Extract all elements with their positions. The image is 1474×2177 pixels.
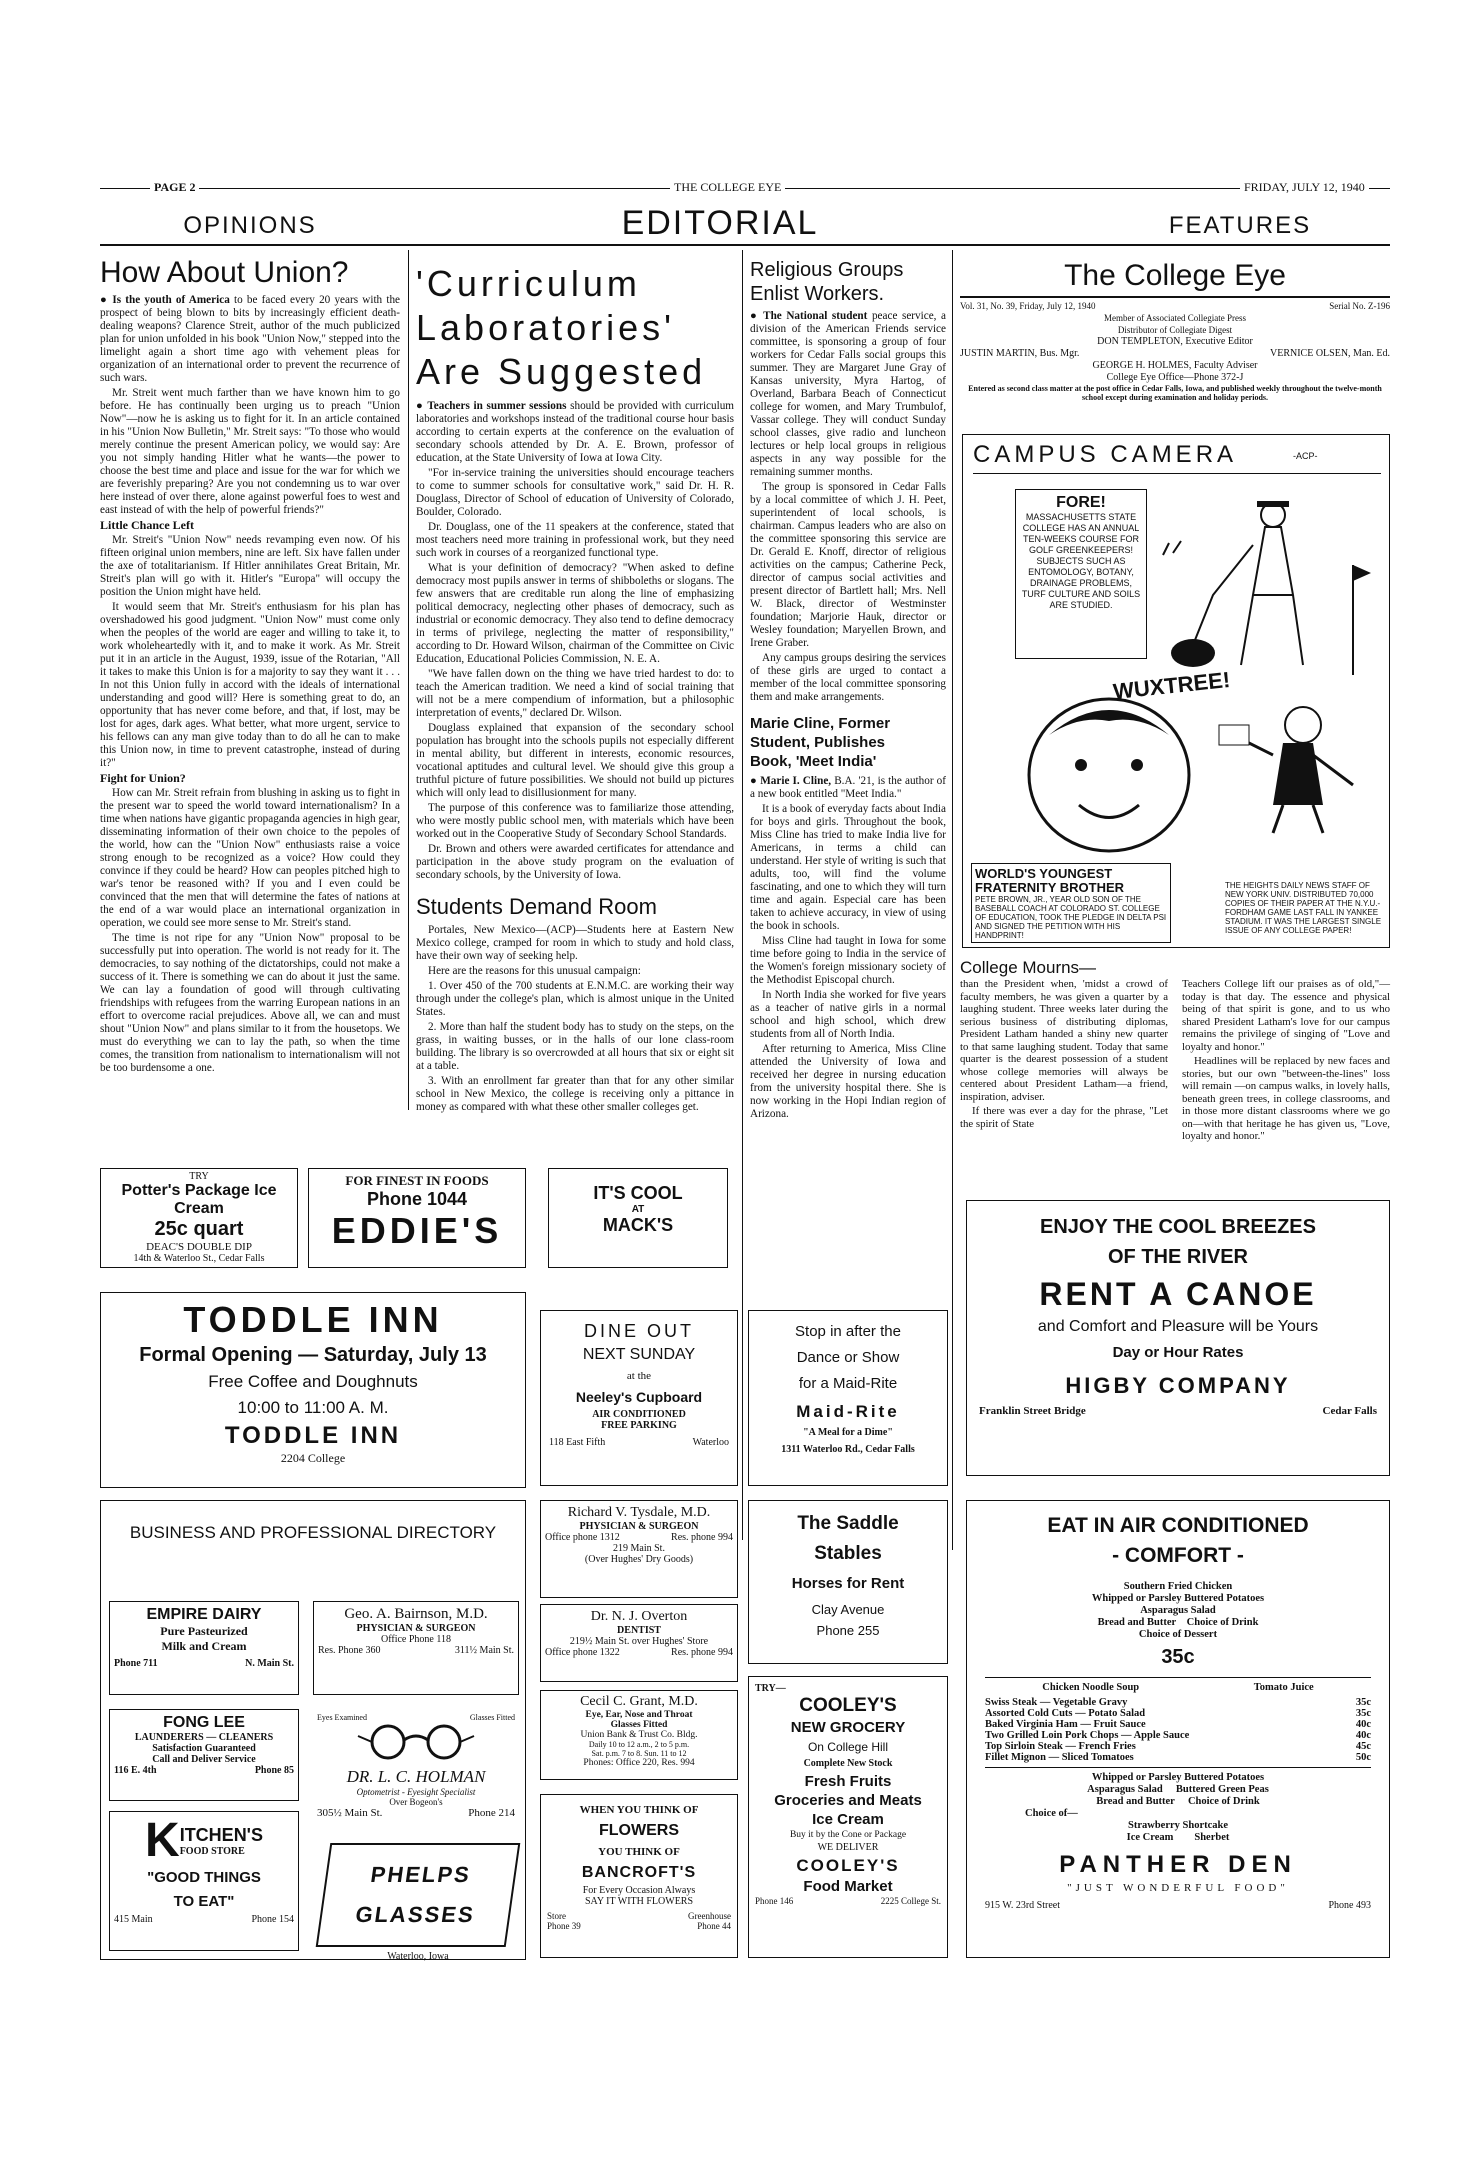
page-number: PAGE 2 bbox=[150, 180, 199, 195]
grant-name: Cecil C. Grant, M.D. bbox=[580, 1694, 698, 1709]
baby-face-illustration bbox=[1019, 685, 1199, 855]
panther-juice: Tomato Juice bbox=[1253, 1682, 1314, 1693]
bancroft-line5: SAY IT WITH FLOWERS bbox=[584, 1896, 694, 1907]
member-line-2: Distributor of Collegiate Digest bbox=[1117, 325, 1233, 335]
eyeglasses-icon bbox=[356, 1722, 476, 1762]
toddle-coffee: Free Coffee and Doughnuts bbox=[208, 1372, 418, 1391]
heights-text: THE HEIGHTS DAILY NEWS STAFF OF NEW YORK UNIV. DISTRIBUTED 70,000 COPIES OF THEIR PAPER AT THE N.Y.U.-FORDHAM GAME LAST FALL IN YANKEE STADIUM. IT WAS THE LARGEST SINGLE ISSUE OF ANY COLLEGE PAPER! bbox=[1225, 881, 1382, 935]
higby-city: Cedar Falls bbox=[1322, 1405, 1377, 1417]
holman-over: Over Bogeon's bbox=[389, 1797, 443, 1807]
saddle-line4: Clay Avenue bbox=[811, 1602, 885, 1617]
maidrite-slogan: "A Meal for a Dime" bbox=[803, 1427, 893, 1438]
tysdale-name: Richard V. Tysdale, M.D. bbox=[567, 1505, 711, 1520]
union-p4: It would seem that Mr. Streit's enthusiasm for his plan has overshadowed his good judgment. "Union Now" must come only when the peoples of the world are eager and willing to take it, to work wholeheartedly with it, and to make it work. As Mr. Streit put it in an article in the August, 1939, issue of the Rotarian, "All it takes to make this Union is for a majority to say they want it . . . In not this Union fully in accord with the ideals of international understanding and good will? Here is something great to do, an opportunity that has never come before, and that, if lost, may be lost for ages, dark ages. What better, what more urgent, service to his fellows can any man give today than to do all he can to make this Union now, in time to prevent catastrophe, instead of during it?" bbox=[100, 601, 400, 769]
menu-item-name: Fillet Mignon — Sliced Tomatoes bbox=[985, 1752, 1134, 1763]
menu-item-name: Two Grilled Loin Pork Chops — Apple Sauce bbox=[985, 1730, 1190, 1741]
panther-slogan: "JUST WONDERFUL FOOD" bbox=[1067, 1882, 1289, 1894]
eddie-line1: FOR FINEST IN FOODS bbox=[345, 1173, 489, 1188]
cline-p1: B.A. '21, is the author of a new book entitled "Meet India." bbox=[750, 775, 947, 800]
fong-name: FONG LEE bbox=[163, 1714, 245, 1731]
empire-line2: Milk and Cream bbox=[161, 1639, 247, 1653]
students-p5: 3. With an enrollment far greater than that for any other similar school in New Mexico, the college is receiving only a pittance in money as compared with what these other smaller colleges get. bbox=[416, 1075, 734, 1113]
section-features: FEATURES bbox=[1168, 212, 1312, 239]
toddle-name: TODDLE INN bbox=[183, 1299, 443, 1340]
toddle-opening: Formal Opening — Saturday, July 13 bbox=[139, 1344, 487, 1366]
panther-soup: Chicken Noodle Soup bbox=[1042, 1682, 1140, 1693]
curriculum-headline-1: 'Curriculum bbox=[416, 263, 641, 304]
potter-addr: 14th & Waterloo St., Cedar Falls bbox=[133, 1253, 265, 1264]
kitchen-phone: Phone 154 bbox=[251, 1914, 294, 1925]
panther-m3: Asparagus Salad bbox=[1140, 1605, 1216, 1616]
cline-p5: After returning to America, Miss Cline attended the University of Iowa and received her degree in nursing education from the university hospital there. She is now working in the Hopi Indian region of Arizona. bbox=[750, 1043, 946, 1120]
cooley-name: COOLEY'S bbox=[799, 1695, 897, 1716]
panther-w1: Whipped or Parsley Buttered Potatoes bbox=[1091, 1772, 1265, 1783]
panther-den-ad bbox=[966, 1500, 1390, 1958]
kitchen-ad bbox=[109, 1811, 299, 1951]
empire-addr: N. Main St. bbox=[245, 1658, 294, 1669]
menu-item-name: Top Sirloin Steak — French Fries bbox=[985, 1741, 1136, 1752]
potter-price: 25c quart bbox=[154, 1218, 244, 1240]
menu-item-price: 45c bbox=[1355, 1741, 1371, 1752]
bancroft-name: BANCROFT'S bbox=[581, 1864, 697, 1881]
higby-line5: Day or Hour Rates bbox=[1112, 1344, 1244, 1361]
maidrite-ad bbox=[748, 1310, 948, 1486]
holman-title: Optometrist - Eyesight Specialist bbox=[356, 1787, 476, 1797]
religious-headline-1: Religious Groups bbox=[750, 259, 904, 281]
cooley-line8: WE DELIVER bbox=[817, 1842, 879, 1853]
panther-m4: Bread and Butter bbox=[1097, 1617, 1177, 1628]
directory bbox=[100, 1500, 526, 1960]
panther-addr: 915 W. 23rd Street bbox=[985, 1900, 1060, 1911]
panther-m2: Whipped or Parsley Buttered Potatoes bbox=[1091, 1593, 1265, 1604]
panther-line1: EAT IN AIR CONDITIONED bbox=[1047, 1514, 1309, 1537]
toddle-hours: 10:00 to 11:00 A. M. bbox=[237, 1398, 389, 1417]
curriculum-article bbox=[416, 262, 734, 1116]
panther-w9: Sherbet bbox=[1194, 1832, 1230, 1843]
curriculum-p1: should be provided with curriculum laboratories and workshops instead of the traditional course hour basis according to certain experts at the conference on the evaluation of secondary schools attended by Dr. A. E. Brown, professor of education, at the State University of Iowa at Iowa City. bbox=[416, 400, 735, 464]
fong-line1: LAUNDERERS — CLEANERS bbox=[134, 1732, 274, 1743]
tysdale-office: Office phone 1312 bbox=[545, 1532, 620, 1543]
curriculum-headline-2: Laboratories' bbox=[416, 307, 675, 348]
religious-lead: The National student bbox=[763, 310, 868, 322]
union-article bbox=[100, 256, 400, 1077]
bancroft-line3: YOU THINK OF bbox=[598, 1846, 680, 1858]
macks-line2: AT bbox=[631, 1204, 645, 1215]
kitchen-store: FOOD STORE bbox=[179, 1846, 245, 1857]
curriculum-p7: The purpose of this conference was to familiarize those attending, who were mostly public school men, with materials which have been worked out in the Cooperative Study of Secondary School Standards. bbox=[416, 802, 734, 840]
potter-ad bbox=[100, 1168, 298, 1268]
bairnson-name: Geo. A. Bairnson, M.D. bbox=[344, 1606, 488, 1622]
panther-name: PANTHER DEN bbox=[1059, 1851, 1297, 1878]
curriculum-p2: "For in-service training the universities should encourage teachers to come to summer schools for consultative work," said Dr. H. R. Douglass, Director of School of education of University of Colorado, Boulder, Colorado. bbox=[416, 467, 734, 518]
panther-m1: Southern Fried Chicken bbox=[1123, 1581, 1233, 1592]
bairnson-addr: 311½ Main St. bbox=[454, 1645, 514, 1656]
cooley-ad bbox=[748, 1676, 948, 1958]
bairnson-res: Res. Phone 360 bbox=[318, 1645, 381, 1656]
cooley-line9: Food Market bbox=[803, 1878, 893, 1895]
menu-item-name: Swiss Steak — Vegetable Gravy bbox=[985, 1697, 1128, 1708]
tysdale-addr: 219 Main St. bbox=[613, 1543, 665, 1554]
potter-try: TRY bbox=[189, 1171, 209, 1182]
menu-row bbox=[985, 1708, 1371, 1719]
member-line-1: Member of Associated Collegiate Press bbox=[1104, 313, 1246, 323]
cooley-phone: Phone 146 bbox=[755, 1896, 794, 1906]
overton-office: Office phone 1322 bbox=[545, 1647, 620, 1658]
union-p1: to be faced every 20 years with the prospect of being blown to bits by increasingly efficient death-dealing weapons? Clarence Streit, author of the much publicized plan for union unfolded in his book "Union Now," stepped into the limelight again a short time ago with vehement pleas for organization of an international order to prevent the recurrence of such wars. bbox=[100, 294, 401, 384]
fore-panel bbox=[1015, 489, 1147, 659]
office-line: College Eye Office—Phone 372-J bbox=[1106, 372, 1244, 383]
panther-w2: Asparagus Salad bbox=[1087, 1784, 1163, 1795]
kitchen-name: ITCHEN'S bbox=[179, 1825, 263, 1845]
higby-ad bbox=[966, 1200, 1390, 1476]
editor-line: DON TEMPLETON, Executive Editor bbox=[1097, 336, 1253, 347]
grant-line2: Glasses Fitted bbox=[610, 1720, 668, 1730]
bancroft-greenhouse: Greenhouse bbox=[688, 1911, 731, 1921]
higby-line2: OF THE RIVER bbox=[1107, 1246, 1248, 1268]
neeley-line2: NEXT SUNDAY bbox=[582, 1346, 696, 1363]
students-p2: Here are the reasons for this unusual campaign: bbox=[428, 965, 641, 977]
fore-title: FORE! bbox=[1056, 494, 1106, 511]
neeley-line3: at the bbox=[626, 1370, 652, 1382]
man-ed-line: VERNICE OLSEN, Man. Ed. bbox=[1270, 348, 1390, 359]
neeley-line5: FREE PARKING bbox=[601, 1420, 677, 1431]
cooley-line4: Fresh Fruits bbox=[804, 1773, 892, 1790]
maidrite-line1: Stop in after the bbox=[795, 1323, 901, 1340]
cooley-line7: Buy it by the Cone or Package bbox=[789, 1830, 907, 1840]
grant-line1: Eye, Ear, Nose and Throat bbox=[585, 1710, 693, 1720]
menu-item-name: Baked Virginia Ham — Fruit Sauce bbox=[985, 1719, 1146, 1730]
religious-p3: Any campus groups desiring the services of these girls are urged to contact a member of the local committee sponsoring them and make arrangements. bbox=[750, 652, 946, 703]
bairnson-title: PHYSICIAN & SURGEON bbox=[356, 1623, 476, 1634]
grant-ad bbox=[540, 1690, 738, 1780]
higby-line3: RENT A CANOE bbox=[1039, 1276, 1317, 1312]
higby-name: HIGBY COMPANY bbox=[1065, 1373, 1291, 1398]
newsboy-illustration bbox=[1213, 695, 1373, 835]
directory-title: BUSINESS AND PROFESSIONAL DIRECTORY bbox=[129, 1523, 497, 1542]
panther-w4: Bread and Butter bbox=[1096, 1796, 1175, 1807]
bullet-icon: ● bbox=[100, 294, 113, 306]
menu-row bbox=[985, 1697, 1371, 1708]
kitchen-line1: "GOOD THINGS bbox=[147, 1869, 261, 1886]
overton-addr: 219½ Main St. over Hughes' Store bbox=[569, 1636, 709, 1647]
masthead bbox=[100, 180, 1390, 200]
college-eye-box bbox=[960, 258, 1390, 402]
bullet-icon: ● bbox=[416, 400, 428, 412]
menu-item-price: 40c bbox=[1355, 1719, 1371, 1730]
curriculum-headline-3: Are Suggested bbox=[416, 351, 707, 392]
campus-camera-cartoon bbox=[962, 434, 1390, 948]
cooley-addr: 2225 College St. bbox=[880, 1896, 941, 1906]
holman-addr: 305½ Main St. bbox=[317, 1807, 383, 1819]
union-sub1: Little Chance Left bbox=[100, 518, 194, 532]
fong-lee-ad bbox=[109, 1709, 299, 1801]
bancroft-phone1: Phone 39 bbox=[547, 1921, 581, 1931]
golfer-illustration bbox=[1153, 485, 1373, 685]
wuxtree-text: WUXTREE! bbox=[1111, 666, 1232, 705]
mourns-p3: Teachers College lift our praises as of old,"—today is that day. The essence and physical being of that spirit is gone, and to us who shared President Latham's love for our campus remains the privilege of singing of "Love and loyalty and honor." bbox=[1182, 978, 1390, 1053]
curriculum-p8: Dr. Brown and others were awarded certificates for attendance and participation in the above study program on the evaluation of secondary schools, by the University of Iowa. bbox=[416, 843, 734, 881]
maidrite-line3: for a Maid-Rite bbox=[798, 1375, 898, 1392]
empire-line1: Pure Pasteurized bbox=[160, 1624, 248, 1638]
volume-info: Vol. 31, No. 39, Friday, July 12, 1940 bbox=[960, 301, 1096, 311]
cartoon-credit: -ACP- bbox=[1293, 451, 1318, 461]
mourns-p2: If there was ever a day for the phrase, "Let the spirit of State bbox=[960, 1105, 1168, 1130]
bancroft-store: Store bbox=[547, 1911, 566, 1921]
tysdale-ad bbox=[540, 1500, 738, 1598]
fong-phone: Phone 85 bbox=[254, 1765, 294, 1776]
holman-ad bbox=[313, 1709, 519, 1829]
curriculum-p5: "We have fallen down on the thing we have tried hardest to do: to teach the American tradition. We need a kind of social training that will not be a mere compendium of information, but a philosophic interpretation of events," declared Dr. Wilson. bbox=[416, 668, 734, 719]
union-p6: The time is not ripe for any "Union Now" proposal to be successfully put into operation. The world is not ready for it. The democracies, to say nothing of the dictatorships, could not make a success of it. There is something we can do about it just the same. We can lay a foundation of good will through cultivating friendships with refugees from the warring European nations in an effort to overcome racial prejudices. Above all, we can and must shout "Union Now" and plans similar to it from the housetops. We must do everything we can to lay the path, so when the time comes, the transition from nationalism to internationalism will not be too burdensome a one. bbox=[100, 932, 400, 1074]
cooley-line5: Groceries and Meats bbox=[774, 1792, 922, 1809]
saddle-line2: Stables bbox=[814, 1543, 882, 1564]
panther-menu bbox=[985, 1697, 1371, 1763]
kitchen-addr: 415 Main bbox=[114, 1914, 153, 1925]
panther-m5: Choice of Drink bbox=[1186, 1617, 1259, 1628]
menu-row bbox=[985, 1730, 1371, 1741]
students-p3: 1. Over 450 of the 700 students at E.N.M.C. are working their way through under the college's plan, which is almost unique in the United States. bbox=[416, 980, 734, 1018]
union-sub2: Fight for Union? bbox=[100, 771, 186, 785]
panther-w7: Strawberry Shortcake bbox=[1127, 1820, 1229, 1831]
empire-phone: Phone 711 bbox=[114, 1658, 158, 1669]
macks-ad bbox=[548, 1168, 728, 1268]
bancroft-line1: WHEN YOU THINK OF bbox=[579, 1804, 699, 1816]
paper-name: THE COLLEGE EYE bbox=[670, 180, 785, 195]
macks-line3: MACK'S bbox=[602, 1215, 674, 1235]
union-p5: How can Mr. Streit refrain from blushing in asking us to fight in the present war to speed the world toward internationalism? In a time when nations have gigantic propaganda agencies in high gear, disseminating information of their own choice to the pepoles of the world, how can the "Union Now" enthusiasts raise a voice strong enough to be recognized as a voice? How could they convince if they could be heard? How can peoples pitched high to war's tenor be reasoned with? If you and I even could be convinced that the men that will determine the fates of nations at the end of a war would place an international organization in operation, we could see more sense to Mr. Streit's stand. bbox=[100, 787, 400, 929]
union-p2: Mr. Streit went much farther than we have known him to go before. He has continually been urging us to preach "Union Now"—now he is asking us to fight for it. In an article contained in his "Union Now Bulletin," Mr. Streit says: "To those who would merely continue the present American policy, we would say: Are you not simply handing Hitler what he wants—the power to choose the best time and place and issue for the war for which we are feverishly preparing? Are you not condemning us to war over here instead of over there, alone against powerful foes to west and east instead of with the help of powerful friends?" bbox=[100, 387, 400, 516]
higby-line1: ENJOY THE COOL BREEZES bbox=[1040, 1216, 1316, 1238]
toddle-addr: 2204 College bbox=[280, 1451, 346, 1465]
panther-w6: Choice of— bbox=[1025, 1808, 1078, 1819]
saddle-line1: The Saddle bbox=[797, 1513, 899, 1534]
neeley-ad bbox=[540, 1310, 738, 1486]
menu-item-price: 40c bbox=[1355, 1730, 1371, 1741]
panther-w3: Buttered Green Peas bbox=[1175, 1784, 1269, 1795]
students-p4: 2. More than half the student body has to study on the steps, on the grass, in waiting busses, or in the halls of our lone class-room building. The library is so overcrowded at all hours that six or eight sit at a table. bbox=[416, 1021, 734, 1072]
overton-ad bbox=[540, 1604, 738, 1682]
curriculum-p3: Dr. Douglass, one of the 11 speakers at the conference, stated that most teachers need more training in professional work, but they need such work in courses of a reorganized functional type. bbox=[416, 521, 734, 559]
panther-w8: Ice Cream bbox=[1126, 1832, 1174, 1843]
fore-text: MASSACHUSETTS STATE COLLEGE HAS AN ANNUAL TEN-WEEKS COURSE FOR GOLF GREENKEEPERS! SUBJECTS SUCH AS ENTOMOLOGY, BOTANY, DRAINAGE PROBLEMS, TURF CULTURE AND SOILS ARE STUDIED. bbox=[1021, 512, 1141, 610]
cooley-line3: Complete New Stock bbox=[803, 1758, 893, 1769]
grant-line3: Union Bank & Trust Co. Bldg. bbox=[580, 1730, 698, 1740]
cooley-name2: COOLEY'S bbox=[796, 1856, 900, 1875]
bancroft-line4: For Every Occasion Always bbox=[582, 1885, 696, 1896]
serial-number: Serial No. Z-196 bbox=[1329, 301, 1390, 311]
phelps-logo: PHELPS GLASSES bbox=[316, 1843, 521, 1947]
saddle-line3: Horses for Rent bbox=[791, 1575, 905, 1592]
cline-p4: In North India she worked for five years as a teacher of native girls in a normal school and high school, which drew students from all of North India. bbox=[750, 989, 946, 1040]
panther-line2: - COMFORT - bbox=[1112, 1544, 1244, 1567]
potter-dip: DEAC'S DOUBLE DIP bbox=[146, 1241, 252, 1253]
kitchen-k: K bbox=[145, 1814, 180, 1867]
cooley-line2: On College Hill bbox=[807, 1740, 889, 1754]
union-p3: Mr. Streit's "Union Now" needs revamping even now. Of his fifteen original union members, nine are left. Six have fallen under the axe of totalitarianism. If Hitler annihilates Great Britain, Mr. Streit's plan will go with it. Hitler's "Europa" will occupy the position the Union might have held. bbox=[100, 534, 400, 598]
bancroft-phone2: Phone 44 bbox=[697, 1921, 731, 1931]
cline-headline-2: Student, Publishes bbox=[750, 734, 886, 751]
tysdale-res: Res. phone 994 bbox=[671, 1532, 733, 1543]
overton-name: Dr. N. J. Overton bbox=[590, 1609, 688, 1624]
fong-line3: Call and Deliver Service bbox=[152, 1754, 256, 1765]
mourns-p4: Headlines will be replaced by new faces and stories, but our own "between-the-lines" loss will remain —on campus walks, in lovely halls, beneath green trees, in college classrooms, and in those more distant classrooms where we go on—with that heritage he has given us, "Love, loyalty and honor." bbox=[1182, 1055, 1390, 1142]
curriculum-lead: Teachers in summer sessions bbox=[427, 400, 567, 412]
union-lead: Is the youth of America bbox=[112, 294, 230, 306]
brother-panel bbox=[971, 863, 1171, 943]
potter-name: Potter's Package Ice Cream bbox=[121, 1182, 277, 1217]
brother-text: PETE BROWN, JR., YEAR OLD SON OF THE BASEBALL COACH AT COLORADO ST. COLLEGE OF EDUCATION, TOOK THE PLEDGE IN DELTA PSI AND SIGNED THE PETITION WITH HIS HANDPRINT! bbox=[975, 895, 1167, 940]
menu-item-price: 35c bbox=[1355, 1708, 1371, 1719]
adviser-line: GEORGE H. HOLMES, Faculty Adviser bbox=[1092, 360, 1258, 371]
eddie-phone: Phone 1044 bbox=[366, 1189, 468, 1209]
mourns-headline: College Mourns— bbox=[960, 958, 1097, 977]
college-eye-title: The College Eye bbox=[1064, 259, 1286, 292]
menu-item-price: 35c bbox=[1355, 1697, 1371, 1708]
menu-row bbox=[985, 1719, 1371, 1730]
fong-addr: 116 E. 4th bbox=[114, 1765, 157, 1776]
toddle-name2: TODDLE INN bbox=[224, 1422, 402, 1449]
saddle-phone: Phone 255 bbox=[816, 1623, 880, 1638]
kitchen-line2: TO EAT" bbox=[173, 1893, 235, 1910]
grant-line6: Phones: Office 220, Res. 994 bbox=[583, 1758, 695, 1768]
tysdale-title: PHYSICIAN & SURGEON bbox=[579, 1521, 699, 1532]
menu-row bbox=[985, 1752, 1371, 1763]
religious-p2: The group is sponsored in Cedar Falls by a local committee of which J. H. Peet, superintendent of local schools, is chairman. Campus leaders who are also on the committee sponsoring this service are Dr. Gerald E. Knoff, director of religious activities on the campus; Catherine Peck, director of campus social activities and present director of Bartlett hall; Mrs. Nell W. Black, director of Westminster foundation; Marjorie Hauk, director or Wesley foundation; Maryellen Brown, and Irene Graber. bbox=[750, 481, 946, 649]
macks-line1: IT'S COOL bbox=[593, 1183, 683, 1203]
entered-line: Entered as second class matter at the post office in Cedar Falls, Iowa, and published weekly throughout the twelve-month school except during examination and holiday periods. bbox=[968, 384, 1382, 402]
tysdale-over: (Over Hughes' Dry Goods) bbox=[584, 1554, 694, 1565]
panther-phone: Phone 493 bbox=[1328, 1900, 1371, 1911]
maidrite-line2: Dance or Show bbox=[796, 1349, 900, 1366]
cooley-try: TRY— bbox=[755, 1683, 786, 1694]
higby-addr: Franklin Street Bridge bbox=[979, 1405, 1086, 1417]
issue-date: FRIDAY, JULY 12, 1940 bbox=[1240, 180, 1369, 195]
section-opinions: OPINIONS bbox=[183, 212, 317, 239]
neeley-addr: 118 East Fifth bbox=[549, 1437, 606, 1448]
neeley-name: Neeley's Cupboard bbox=[575, 1389, 703, 1405]
bus-mgr-line: JUSTIN MARTIN, Bus. Mgr. bbox=[960, 348, 1080, 359]
eddie-name: EDDIE'S bbox=[331, 1210, 503, 1251]
union-headline: How About Union? bbox=[100, 256, 349, 289]
overton-res: Res. phone 994 bbox=[671, 1647, 733, 1658]
holman-phone: Phone 214 bbox=[468, 1807, 515, 1819]
menu-item-price: 50c bbox=[1355, 1752, 1371, 1763]
religious-headline-2: Enlist Workers. bbox=[750, 283, 885, 305]
phelps-ad bbox=[323, 1843, 513, 1962]
cooley-line1: NEW GROCERY bbox=[790, 1719, 906, 1736]
section-editorial: EDITORIAL bbox=[621, 204, 819, 242]
panther-m6: Choice of Dessert bbox=[1138, 1629, 1218, 1640]
menu-row bbox=[985, 1741, 1371, 1752]
higby-line4: and Comfort and Pleasure will be Yours bbox=[1037, 1318, 1319, 1335]
maidrite-name: Maid-Rite bbox=[796, 1402, 900, 1421]
grant-line5: Sat. p.m. 7 to 8. Sun. 11 to 12 bbox=[591, 1749, 687, 1758]
toddle-ad bbox=[100, 1292, 526, 1488]
students-headline: Students Demand Room bbox=[416, 894, 657, 919]
eddie-ad bbox=[308, 1168, 526, 1268]
bancroft-ad bbox=[540, 1794, 738, 1958]
cline-lead: Marie I. Cline, bbox=[760, 775, 832, 787]
holman-line2: Glasses Fitted bbox=[469, 1713, 515, 1722]
religious-p1: peace service, a division of the American Friends service committee, is sponsoring a group of four workers for Cedar Falls social groups this summer. They are Margaret June Gray of Kansas university, Myra Hartog, of Overland, Barbara Beach of Connecticut college for women, and Mary Trumbulof, Vassar college. They will conduct Sunday school classes, give radio and luncheon lectures or help local groups in religious aspects in any way possible for the remaining summer months. bbox=[750, 310, 946, 478]
religious-article bbox=[750, 258, 946, 1123]
curriculum-p4: What is your definition of democracy? "When asked to define democracy most pupils answer in terms of shibboleths or slogans. The few answers that are creditable run along the line of emphasizing political democracy, neglecting other phases of democracy, such as industrial or economic democracy. They also tend to define democracy in terms of privilege, neglecting the matter of responsibility," according to Dr. Howard Wilson, chairman of the Committee on Civic Education, Educational Policies Commission, N. E. A. bbox=[416, 562, 734, 665]
overton-title: DENTIST bbox=[617, 1625, 661, 1636]
brother-title: WORLD'S YOUNGEST FRATERNITY BROTHER bbox=[975, 866, 1125, 895]
empire-name: EMPIRE DAIRY bbox=[146, 1606, 262, 1623]
neeley-line4: AIR CONDITIONED bbox=[592, 1409, 686, 1420]
mourns-p1: than the President when, 'midst a crowd of faculty members, he was given a quarter by a laughing student. Three weeks later during the serious business of distributing diplomas, President Latham handed a shiny new quarter to that same laughing student. Today that same quarter is the dearest possession of a student whose college memories will always be centered about President Latham—a friend, inspiration, adviser. bbox=[960, 978, 1168, 1103]
holman-name: DR. L. C. HOLMAN bbox=[346, 1767, 486, 1786]
bancroft-line2: FLOWERS bbox=[599, 1822, 679, 1839]
phelps-city: Waterloo, Iowa bbox=[387, 1951, 449, 1962]
saddle-ad bbox=[748, 1500, 948, 1664]
cartoon-title: CAMPUS CAMERA bbox=[973, 441, 1238, 468]
fong-line2: Satisfaction Guaranteed bbox=[152, 1743, 256, 1754]
bairnson-ad bbox=[313, 1601, 519, 1695]
students-p1: Portales, New Mexico—(ACP)—Students here at Eastern New Mexico college, cramped for room in which to study and hold class, have their own way of seeking help. bbox=[416, 924, 734, 962]
bullet-icon: ● bbox=[750, 310, 764, 322]
panther-w5: Choice of Drink bbox=[1187, 1796, 1260, 1807]
holman-line1: Eyes Examined bbox=[317, 1713, 367, 1722]
empire-ad bbox=[109, 1601, 299, 1695]
curriculum-p6: Douglass explained that expansion of the secondary school population has brought into the schools pupils not especially different in mental ability, but different in interests, economic resources, vocational aptitudes and cultural level. We should give this group a truthful picture of future possibilities. We should not build up pictures which will only lead to disillusionment for many. bbox=[416, 722, 734, 799]
grant-line4: Daily 10 to 12 a.m., 2 to 5 p.m. bbox=[588, 1740, 690, 1749]
bairnson-office: Office Phone 118 bbox=[381, 1634, 451, 1645]
panther-price: 35c bbox=[1161, 1646, 1195, 1668]
neeley-city: Waterloo bbox=[692, 1437, 729, 1448]
maidrite-addr: 1311 Waterloo Rd., Cedar Falls bbox=[781, 1444, 915, 1455]
cooley-line6: Ice Cream bbox=[812, 1811, 884, 1828]
cline-p2: It is a book of everyday facts about India for boys and girls. Throughout the book, Miss Cline has tried to make India live for Americans, in terms a child can understand. Her style of writing is such that adults, too, will find the volume fascinating, and one to which they will turn time and again. Especial care has been taken to achieve accuracy, in view of using the book in schools. bbox=[750, 803, 946, 932]
neeley-line1: DINE OUT bbox=[583, 1321, 694, 1341]
bullet-icon: ● bbox=[750, 775, 761, 787]
cline-headline-1: Marie Cline, Former bbox=[750, 715, 891, 732]
menu-item-name: Assorted Cold Cuts — Potato Salad bbox=[985, 1708, 1146, 1719]
mourns-article bbox=[960, 958, 1390, 1143]
cline-headline-3: Book, 'Meet India' bbox=[750, 753, 877, 770]
cline-p3: Miss Cline had taught in Iowa for some time before going to India in the service of the Women's foreign missionary society of the Methodist Episcopal church. bbox=[750, 935, 946, 986]
